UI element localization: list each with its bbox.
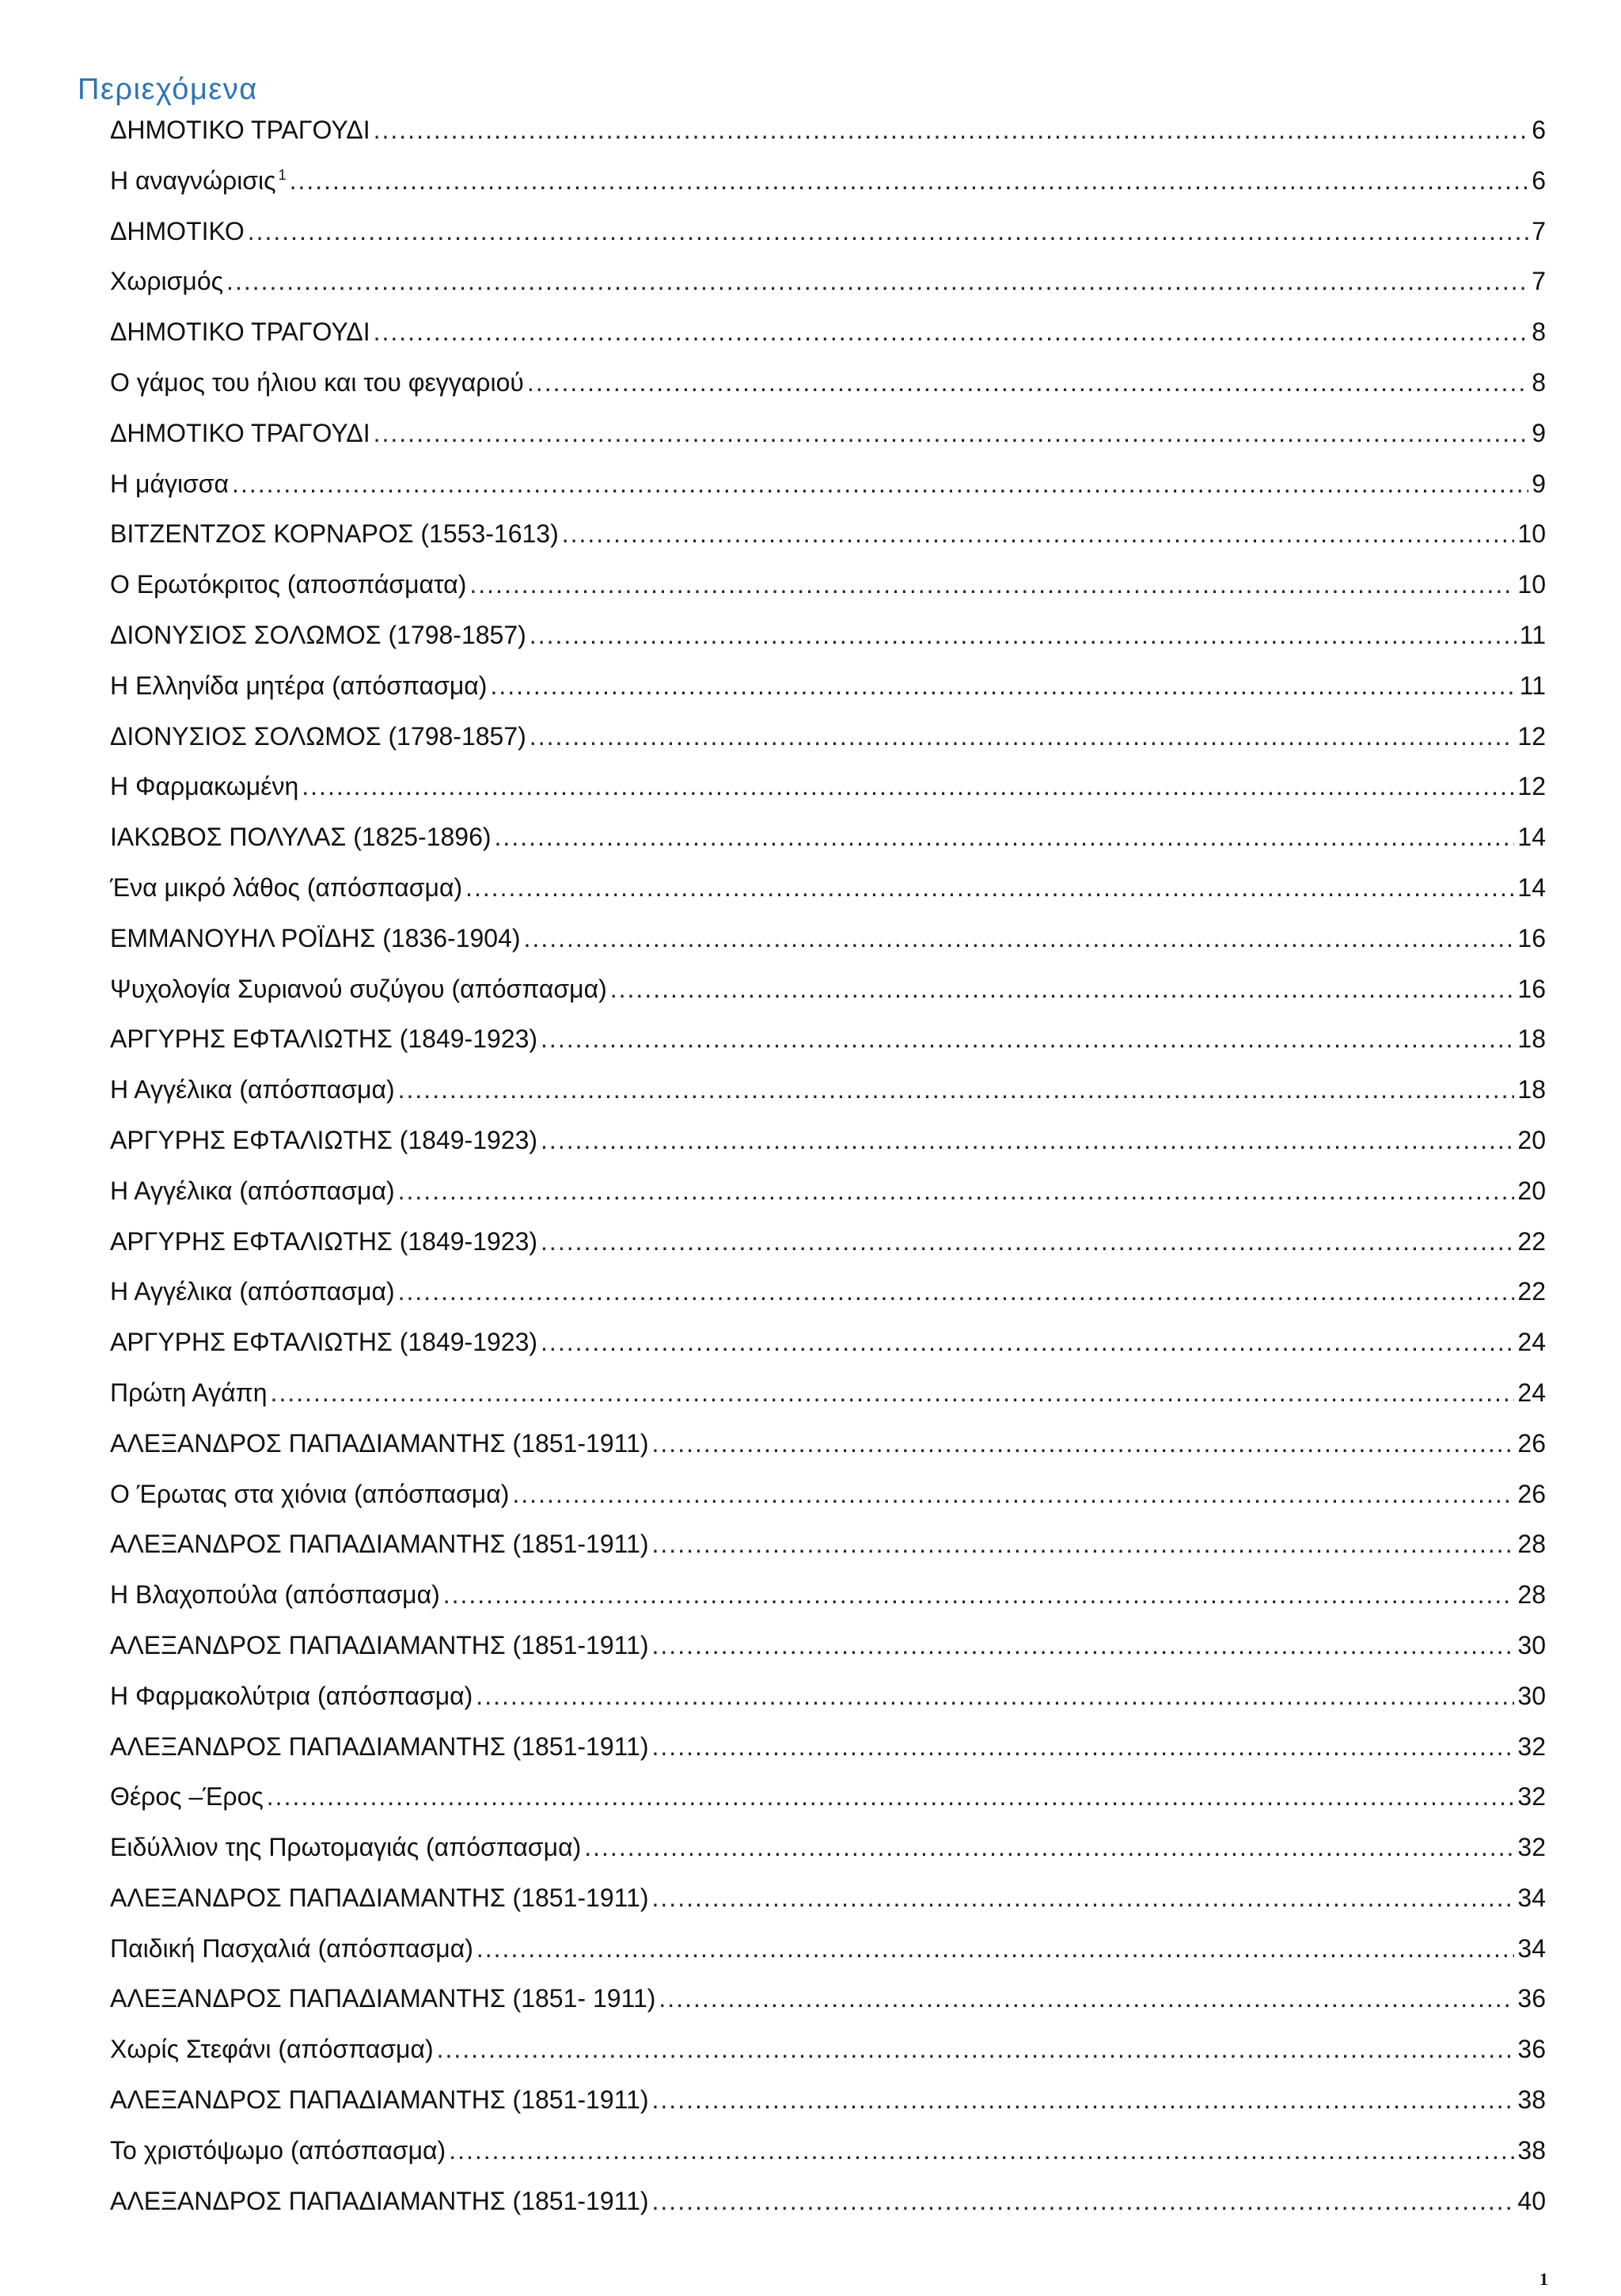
toc-entry[interactable] [110, 2187, 1546, 2237]
toc-entry-label: ΑΡΓΥΡΗΣ ΕΦΤΑΛΙΩΤΗΣ (1849-1923) [110, 1125, 538, 1154]
toc-entry-label: ΒΙΤΖΕΝΤΖΟΣ ΚΟΡΝΑΡΟΣ (1553-1613) [110, 519, 559, 549]
dot-leader [469, 570, 1514, 599]
toc-entry[interactable] [110, 621, 1546, 671]
toc-entry-label: ΑΛΕΞΑΝΔΡΟΣ ΠΑΠΑΔΙΑΜΑΝΤΗΣ (1851-1911) [110, 1630, 649, 1659]
toc-entry[interactable] [110, 267, 1546, 317]
toc-entry-label: ΑΛΕΞΑΝΔΡΟΣ ΠΑΠΑΔΙΑΜΑΝΤΗΣ (1851-1911) [110, 2085, 649, 2115]
footnote-marker: 1 [278, 167, 287, 184]
toc-entry-label: Χωρισμός [110, 267, 224, 296]
dot-leader [541, 1024, 1514, 1054]
toc-entry[interactable] [110, 2085, 1546, 2136]
dot-leader [524, 924, 1515, 953]
toc-entry-label: Η Φαρμακολύτρια (απόσπασμα) [110, 1681, 473, 1710]
toc-entry-page: 18 [1517, 1075, 1546, 1104]
dot-leader [476, 1934, 1515, 1963]
toc-entry-page: 26 [1517, 1428, 1546, 1458]
dot-leader [659, 1984, 1514, 2013]
dot-leader [267, 1782, 1515, 1811]
dot-leader [490, 671, 1516, 701]
dot-leader [398, 1277, 1515, 1306]
toc-entry[interactable] [110, 1177, 1546, 1227]
toc-entry[interactable] [110, 823, 1546, 873]
toc-entry-page: 18 [1517, 1024, 1546, 1054]
toc-entry[interactable] [110, 2035, 1546, 2085]
toc-entry-label: Η Ελληνίδα μητέρα (απόσπασμα) [110, 671, 488, 700]
dot-leader [290, 166, 1529, 196]
toc-entry-page: 28 [1517, 1530, 1546, 1559]
toc-entry-label: ΔΗΜΟΤΙΚΟ ΤΡΑΓΟΥΔΙ [110, 116, 370, 144]
dot-leader [652, 1631, 1515, 1660]
dot-leader [562, 519, 1515, 549]
toc-entry[interactable] [110, 1934, 1546, 1985]
toc-list [110, 116, 1546, 2237]
toc-entry[interactable] [110, 116, 1546, 166]
toc-entry-label: ΑΛΕΞΑΝΔΡΟΣ ΠΑΠΑΔΙΑΜΑΝΤΗΣ (1851-1911) [110, 1428, 649, 1458]
toc-entry[interactable] [110, 217, 1546, 268]
toc-entry-page: 28 [1517, 1580, 1546, 1610]
toc-entry-page: 24 [1517, 1378, 1546, 1407]
toc-entry[interactable] [110, 469, 1546, 520]
dot-leader [541, 1227, 1514, 1256]
toc-entry[interactable] [110, 1580, 1546, 1631]
toc-entry-page: 38 [1517, 2085, 1546, 2115]
toc-entry-label: ΔΗΜΟΤΙΚΟ ΤΡΑΓΟΥΔΙ [110, 418, 370, 447]
toc-entry[interactable] [110, 1984, 1546, 2035]
dot-leader [374, 116, 1529, 145]
toc-entry-page: 32 [1517, 1833, 1546, 1862]
toc-entry-label: Παιδική Πασχαλιά (απόσπασμα) [110, 1933, 473, 1963]
toc-entry-page: 11 [1519, 620, 1546, 649]
toc-entry-label: Ο Έρωτας στα χιόνια (απόσπασμα) [110, 1479, 510, 1508]
dot-leader [541, 1126, 1514, 1155]
toc-entry[interactable] [110, 1833, 1546, 1884]
toc-entry-label: Πρώτη Αγάπη [110, 1378, 268, 1407]
toc-entry-page: 24 [1517, 1328, 1546, 1357]
dot-leader [449, 2136, 1514, 2165]
toc-entry-label: Ψυχολογία Συριανού συζύγου (απόσπασμα) [110, 974, 607, 1003]
toc-entry-page: 9 [1532, 469, 1546, 498]
toc-entry[interactable] [110, 1277, 1546, 1328]
toc-entry-page: 36 [1517, 2035, 1546, 2064]
toc-entry-label: Ειδύλλιον της Πρωτομαγιάς (απόσπασμα) [110, 1833, 582, 1862]
dot-leader [512, 1480, 1514, 1509]
toc-entry-page: 16 [1517, 923, 1546, 952]
toc-entry-page: 8 [1532, 317, 1546, 347]
dot-leader [610, 975, 1515, 1004]
toc-entry-label: ΑΛΕΞΑΝΔΡΟΣ ΠΑΠΑΔΙΑΜΑΝΤΗΣ (1851-1911) [110, 1883, 649, 1912]
toc-entry-label: ΑΛΕΞΑΝΔΡΟΣ ΠΑΠΑΔΙΑΜΑΝΤΗΣ (1851-1911) [110, 1732, 649, 1761]
toc-entry-page: 7 [1532, 267, 1546, 296]
toc-entry-page: 32 [1517, 1732, 1546, 1761]
dot-leader [374, 317, 1529, 347]
toc-entry[interactable] [110, 317, 1546, 368]
toc-entry[interactable] [110, 1024, 1546, 1075]
toc-entry[interactable] [110, 368, 1546, 419]
toc-entry[interactable] [110, 166, 1546, 217]
toc-entry-label: Θέρος –Έρος [110, 1782, 264, 1811]
toc-entry-page: 11 [1519, 671, 1546, 700]
toc-entry-page: 34 [1517, 1933, 1546, 1963]
toc-entry-page: 20 [1517, 1125, 1546, 1154]
toc-entry[interactable] [110, 924, 1546, 975]
toc-entry[interactable] [110, 1782, 1546, 1833]
toc-entry-page: 16 [1517, 974, 1546, 1003]
toc-entry[interactable] [110, 671, 1546, 722]
toc-entry[interactable] [110, 873, 1546, 924]
toc-entry[interactable] [110, 1075, 1546, 1126]
toc-entry[interactable] [110, 1126, 1546, 1177]
toc-entry-label: Η μάγισσα [110, 469, 230, 498]
toc-entry-page: 12 [1517, 721, 1546, 751]
dot-leader [271, 1378, 1515, 1408]
toc-entry-page: 30 [1517, 1681, 1546, 1710]
dot-leader [398, 1177, 1515, 1206]
toc-entry-page: 34 [1517, 1883, 1546, 1912]
toc-entry[interactable] [110, 1682, 1546, 1732]
dot-leader [527, 368, 1528, 397]
toc-entry[interactable] [110, 570, 1546, 621]
dot-leader [652, 2085, 1515, 2115]
toc-entry[interactable] [110, 1732, 1546, 1783]
toc-entry-label: Η Φαρμακωμένη [110, 772, 299, 801]
toc-entry-label: ΔΗΜΟΤΙΚΟ ΤΡΑΓΟΥΔΙ [110, 317, 370, 347]
toc-entry[interactable] [110, 519, 1546, 570]
dot-leader [495, 823, 1515, 852]
toc-entry-label: ΔΗΜΟΤΙΚΟ [110, 216, 245, 245]
toc-entry-page: 10 [1517, 570, 1546, 599]
toc-entry-label: Η Αγγέλικα (απόσπασμα) [110, 1075, 395, 1104]
toc-entry[interactable] [110, 1328, 1546, 1378]
dot-leader [443, 1580, 1515, 1610]
toc-entry-page: 6 [1532, 165, 1546, 195]
toc-entry-page: 36 [1517, 1984, 1546, 2013]
toc-entry-page: 20 [1517, 1176, 1546, 1205]
toc-entry-page: 10 [1517, 519, 1546, 549]
toc-entry-label: Το χριστόψωμο (απόσπασμα) [110, 2135, 446, 2165]
toc-entry[interactable] [110, 1227, 1546, 1278]
dot-leader [398, 1075, 1515, 1104]
toc-entry-label: ΔΙΟΝΥΣΙΟΣ ΣΟΛΩΜΟΣ (1798-1857) [110, 721, 526, 751]
dot-leader [302, 772, 1514, 801]
toc-entry-label: ΑΛΕΞΑΝΔΡΟΣ ΠΑΠΑΔΙΑΜΑΝΤΗΣ (1851-1911) [110, 2186, 649, 2215]
toc-entry-label: Χωρίς Στεφάνι (απόσπασμα) [110, 2035, 434, 2064]
dot-leader [248, 217, 1528, 246]
toc-entry-label: ΑΛΕΞΑΝΔΡΟΣ ΠΑΠΑΔΙΑΜΑΝΤΗΣ (1851- 1911) [110, 1984, 656, 2013]
toc-entry-page: 9 [1532, 418, 1546, 447]
dot-leader [465, 873, 1514, 903]
toc-entry-page: 22 [1517, 1277, 1546, 1306]
dot-leader [584, 1833, 1514, 1862]
toc-entry-label: ΙΑΚΩΒΟΣ ΠΟΛΥΛΑΣ (1825-1896) [110, 823, 492, 852]
toc-entry[interactable] [110, 1884, 1546, 1934]
toc-entry-label: Η Αγγέλικα (απόσπασμα) [110, 1176, 395, 1205]
toc-entry[interactable] [110, 772, 1546, 823]
toc-entry-page: 38 [1517, 2135, 1546, 2165]
dot-leader [652, 1530, 1515, 1559]
dot-leader [530, 722, 1515, 751]
dot-leader [652, 1732, 1515, 1762]
toc-entry-label: ΕΜΜΑΝΟΥΗΛ ΡΟΪΔΗΣ (1836-1904) [110, 923, 521, 952]
toc-heading: Περιεχόμενα [78, 73, 258, 106]
toc-entry[interactable] [110, 1530, 1546, 1580]
dot-leader [652, 1884, 1515, 1913]
toc-entry-label: ΔΙΟΝΥΣΙΟΣ ΣΟΛΩΜΟΣ (1798-1857) [110, 620, 526, 649]
dot-leader [232, 469, 1528, 499]
toc-entry-page: 26 [1517, 1479, 1546, 1508]
toc-entry[interactable] [110, 1429, 1546, 1480]
toc-entry-label: ΑΡΓΥΡΗΣ ΕΦΤΑΛΙΩΤΗΣ (1849-1923) [110, 1024, 538, 1054]
toc-entry[interactable] [110, 722, 1546, 773]
toc-entry-page: 14 [1517, 872, 1546, 902]
toc-entry-page: 30 [1517, 1630, 1546, 1659]
dot-leader [652, 1429, 1515, 1458]
dot-leader [541, 1328, 1514, 1357]
toc-entry-label: Ο Ερωτόκριτος (αποσπάσματα) [110, 570, 467, 599]
dot-leader [530, 621, 1517, 650]
toc-entry-label: ΑΡΓΥΡΗΣ ΕΦΤΑΛΙΩΤΗΣ (1849-1923) [110, 1328, 538, 1357]
toc-entry[interactable] [110, 1480, 1546, 1530]
toc-entry[interactable] [110, 419, 1546, 469]
toc-entry-label: Η Αγγέλικα (απόσπασμα) [110, 1277, 395, 1306]
dot-leader [652, 2187, 1515, 2216]
dot-leader [226, 267, 1528, 296]
toc-entry-page: 40 [1517, 2186, 1546, 2215]
dot-leader [374, 419, 1529, 448]
toc-entry-label: Ο γάμος του ήλιου και του φεγγαριού [110, 367, 524, 397]
toc-entry-page: 22 [1517, 1226, 1546, 1256]
toc-entry-page: 6 [1532, 116, 1546, 144]
page-number: 1 [1539, 2269, 1548, 2289]
toc-entry[interactable] [110, 975, 1546, 1025]
toc-entry-label: ΑΛΕΞΑΝΔΡΟΣ ΠΑΠΑΔΙΑΜΑΝΤΗΣ (1851-1911) [110, 1530, 649, 1559]
toc-entry-page: 32 [1517, 1782, 1546, 1811]
toc-entry[interactable] [110, 1631, 1546, 1682]
toc-entry-label: Η Βλαχοπούλα (απόσπασμα) [110, 1580, 440, 1610]
toc-entry-page: 7 [1532, 216, 1546, 245]
toc-entry-page: 14 [1517, 823, 1546, 852]
toc-entry[interactable] [110, 1378, 1546, 1429]
toc-entry-label: Η αναγνώρισις $^1$ [110, 165, 287, 195]
toc-entry[interactable] [110, 2136, 1546, 2187]
dot-leader [437, 2035, 1515, 2064]
toc-entry-label: Ένα μικρό λάθος (απόσπασμα) [110, 872, 463, 902]
toc-entry-label: ΑΡΓΥΡΗΣ ΕΦΤΑΛΙΩΤΗΣ (1849-1923) [110, 1226, 538, 1256]
dot-leader [476, 1682, 1514, 1711]
toc-entry-page: 8 [1532, 367, 1546, 397]
toc-entry-page: 12 [1517, 772, 1546, 801]
